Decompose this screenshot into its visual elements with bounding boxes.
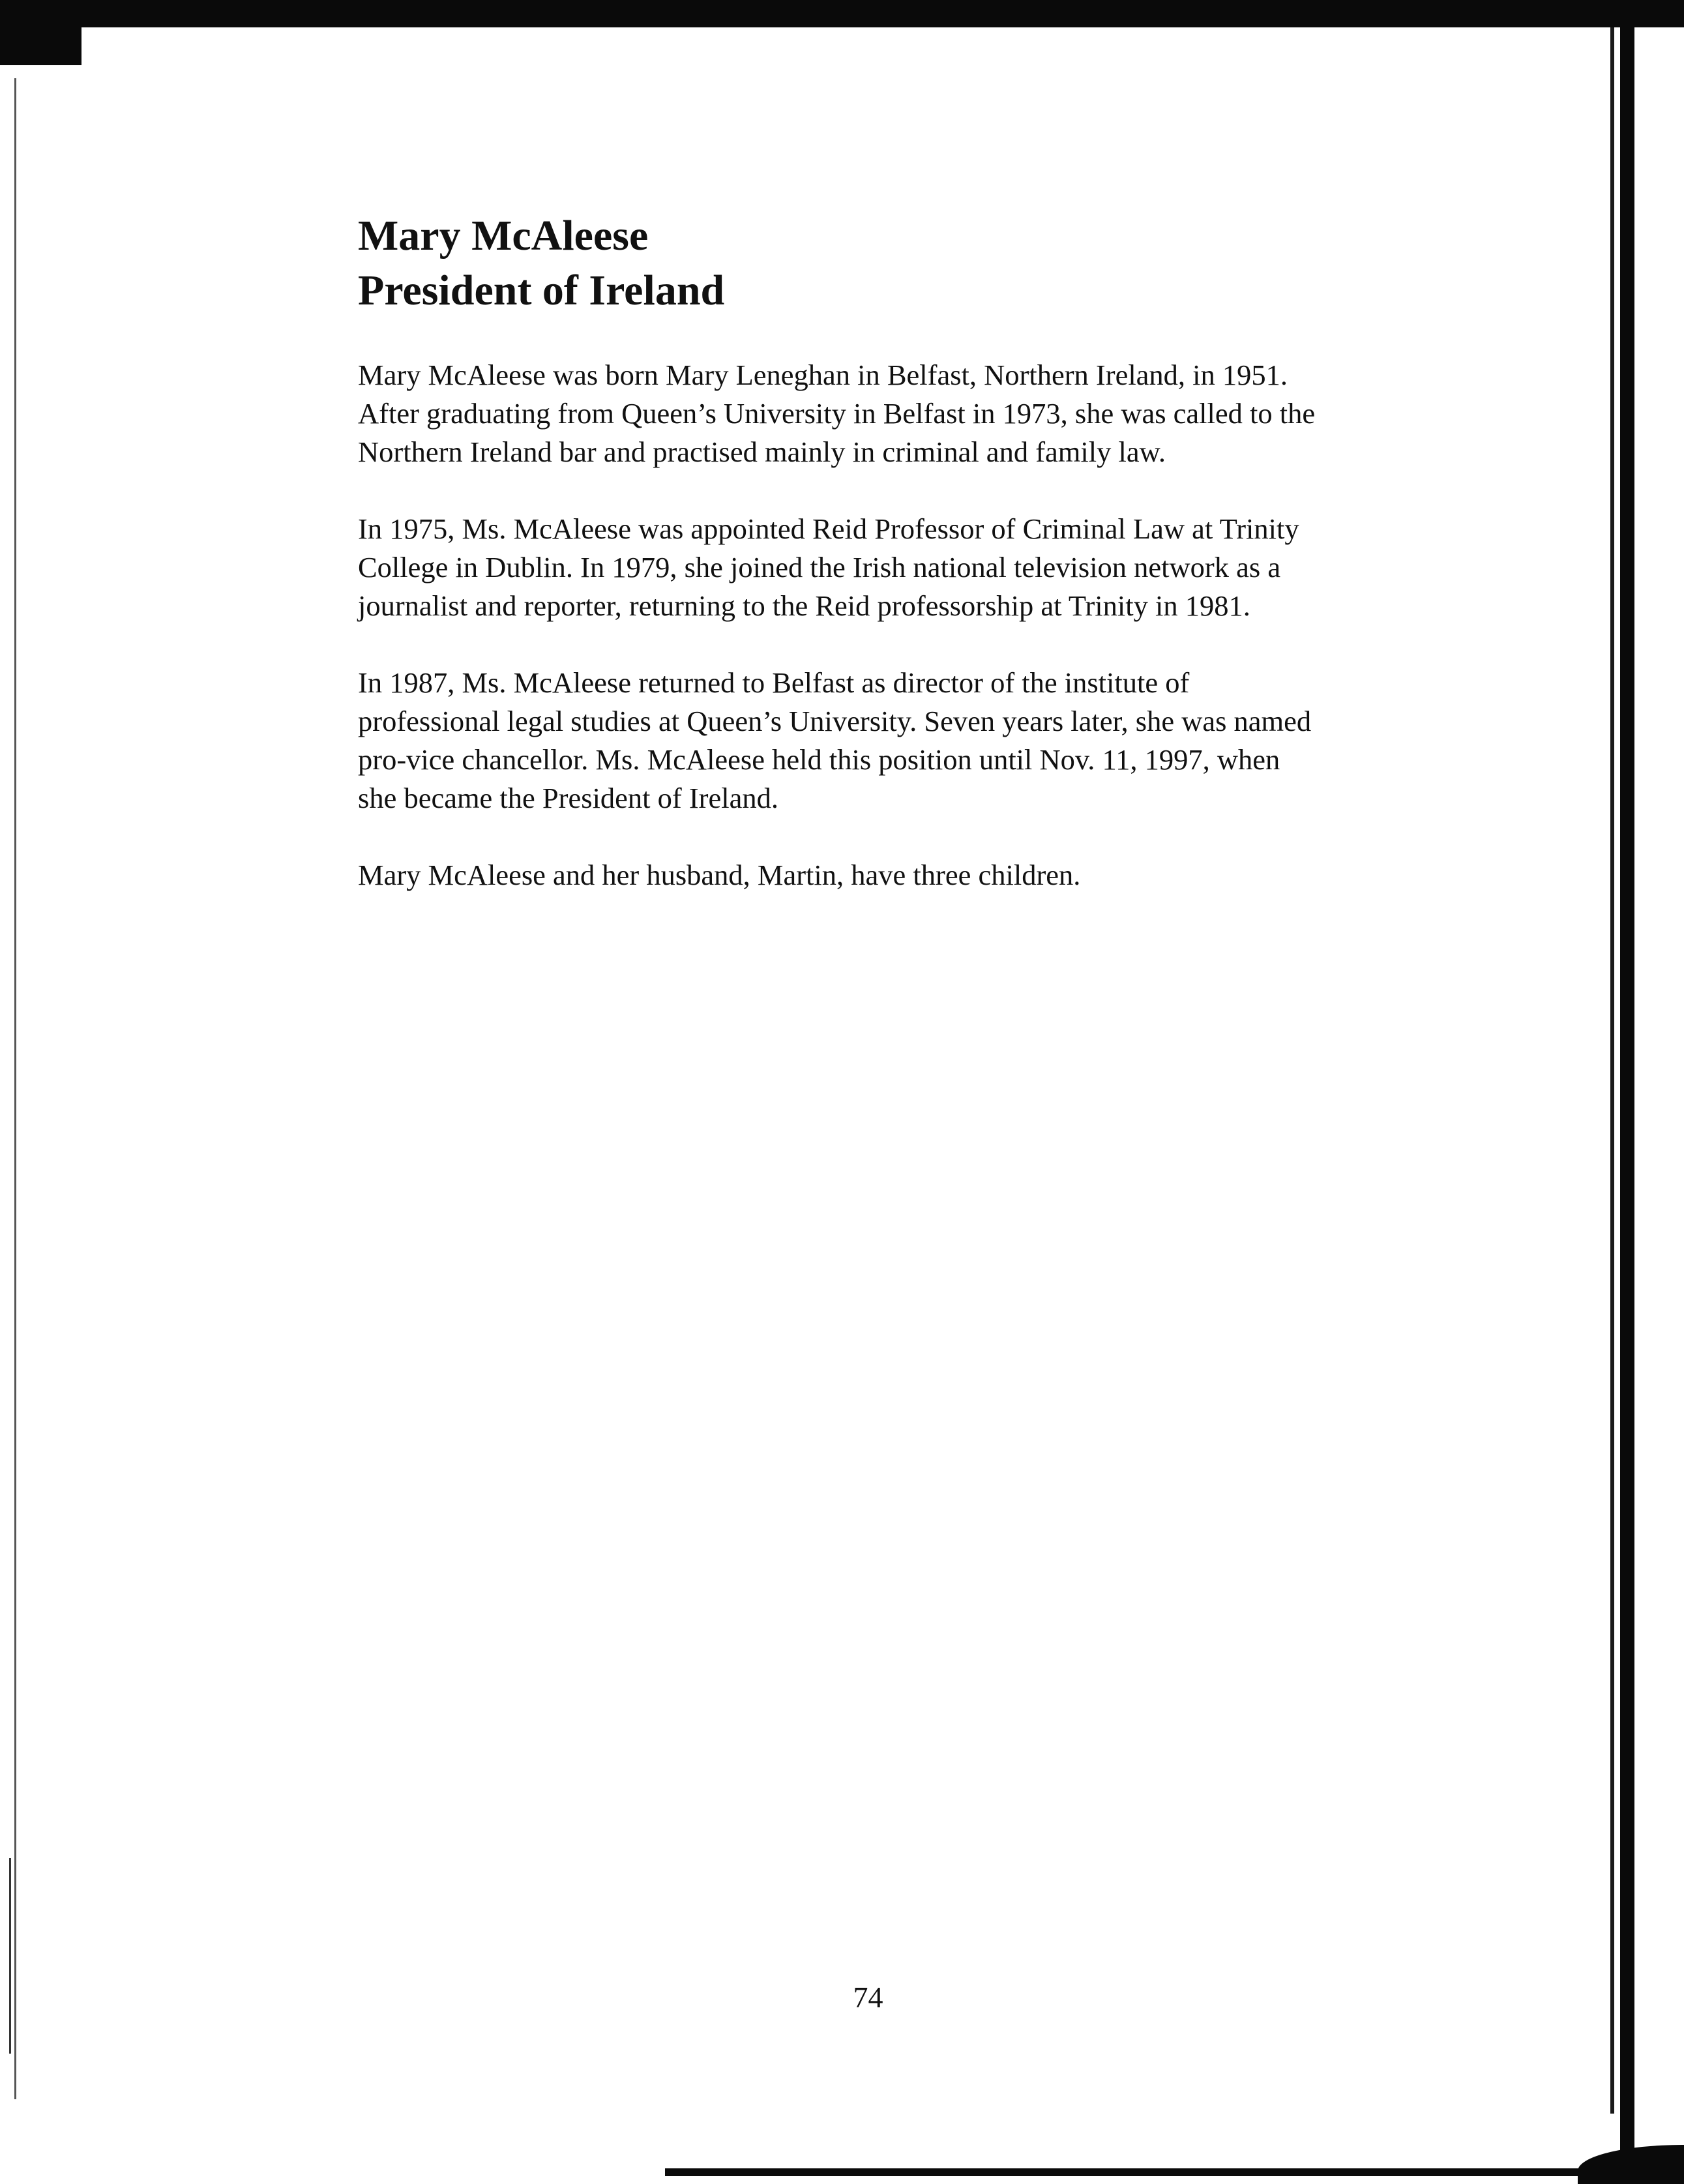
scan-border-right bbox=[1620, 27, 1634, 2159]
paragraph-queens: In 1987, Ms. McAleese returned to Belfast as director of the institute of professional legal studies at Queen’s University. Seven years later, she was named pro-vice chancellor. Ms. McAleese held this position until Nov. 11, 1997, when she became the President of Ireland. bbox=[358, 666, 1312, 814]
scan-border-bottom-right bbox=[1578, 2145, 1684, 2184]
body-text bbox=[358, 356, 1466, 894]
paragraph-family: Mary McAleese and her husband, Martin, have three children. bbox=[358, 859, 1081, 891]
paragraph-early-life: Mary McAleese was born Mary Leneghan in Belfast, Northern Ireland, in 1951. After graduating from Queen’s University in Belfast in 1973, she was called to the Northern Ireland bar and practised mainly in criminal and family law. bbox=[358, 359, 1316, 468]
paragraph-trinity: In 1975, Ms. McAleese was appointed Reid Professor of Criminal Law at Trinity College in Dublin. In 1979, she joined the Irish national television network as a journalist and reporter, returning to the Reid professorship at Trinity in 1981. bbox=[358, 512, 1299, 622]
scan-border-top-left bbox=[0, 27, 81, 65]
scan-border-left-line bbox=[14, 78, 16, 2099]
scan-border-bottom bbox=[665, 2168, 1684, 2176]
title-name: Mary McAleese bbox=[358, 212, 649, 259]
scan-border-left-line-lower bbox=[9, 1858, 11, 2054]
page-title bbox=[358, 209, 1466, 318]
scan-border-top bbox=[0, 0, 1684, 27]
title-position: President of Ireland bbox=[358, 267, 725, 314]
page-number: 74 bbox=[853, 1981, 883, 2014]
page-content bbox=[358, 209, 1466, 933]
scan-border-right-inner bbox=[1610, 27, 1614, 2114]
